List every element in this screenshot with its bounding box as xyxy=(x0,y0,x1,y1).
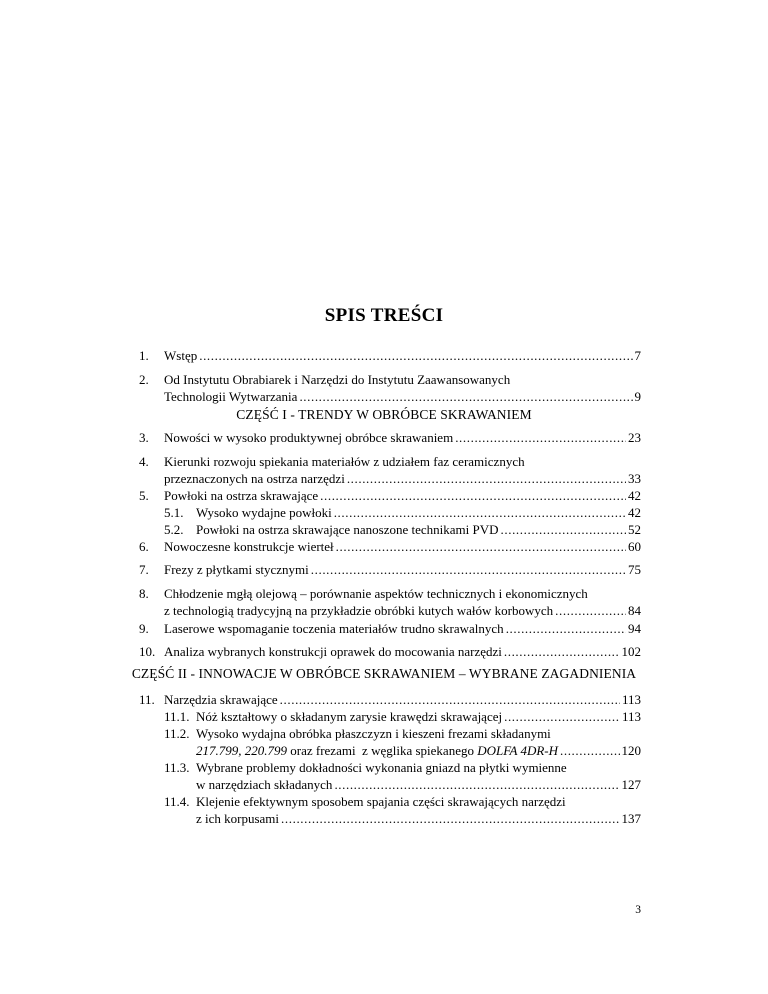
toc-page: 9 xyxy=(634,389,641,404)
leader-dots xyxy=(199,347,632,364)
leader-dots xyxy=(320,487,626,504)
toc-number: 11.2. xyxy=(164,726,190,741)
tool-name: DOLFA 4DR-H xyxy=(477,743,558,758)
toc-entry-5-2[interactable] xyxy=(164,521,641,538)
toc-entry-11-4[interactable] xyxy=(164,793,641,827)
toc-number: 1. xyxy=(139,348,149,363)
leader-dots xyxy=(555,602,626,619)
toc-title: Chłodzenie mgłą olejową – porównanie aspektów technicznych i ekonomicznych xyxy=(164,586,588,601)
toc-number: 10. xyxy=(139,644,156,659)
leader-dots xyxy=(506,620,626,637)
toc-title: Wstęp xyxy=(164,348,198,363)
section-heading-1: CZĘŚĆ I - TRENDY W OBRÓBCE SKRAWANIEM xyxy=(236,407,532,422)
toc-entry-11[interactable] xyxy=(139,691,641,708)
toc-entry-11-1[interactable] xyxy=(164,708,641,725)
toc-page: 60 xyxy=(628,539,641,554)
toc-title: Laserowe wspomaganie toczenia materiałów trudno skrawalnych xyxy=(164,621,504,636)
leader-dots xyxy=(334,504,626,521)
page-number: 3 xyxy=(635,904,641,916)
toc-title-cont: w narzędziach składanych xyxy=(196,777,333,792)
toc-number: 11.3. xyxy=(164,760,190,775)
leader-dots xyxy=(501,521,626,538)
leader-dots xyxy=(504,643,620,660)
toc-title: Wysoko wydajne powłoki xyxy=(196,505,332,520)
toc-title: Analiza wybranych konstrukcji oprawek do mocowania narzędzi xyxy=(164,644,502,659)
toc-entry-11-2[interactable] xyxy=(164,725,641,759)
toc-number: 9. xyxy=(139,621,149,636)
toc-title: Nóż kształtowy o składanym zarysie krawędzi skrawającej xyxy=(196,709,503,724)
tool-codes: 217.799, 220.799 xyxy=(196,743,287,758)
leader-dots xyxy=(560,742,620,759)
toc-title-cont: z technologią tradycyjną na przykładzie obróbki kutych wałów korbowych xyxy=(164,603,554,618)
leader-dots xyxy=(347,470,626,487)
toc-page: 94 xyxy=(628,621,641,636)
toc-number: 3. xyxy=(139,430,149,445)
toc-entry-5[interactable] xyxy=(139,487,641,504)
toc-title-cont: Technologii Wytwarzania xyxy=(164,389,298,404)
leader-dots xyxy=(311,561,626,578)
toc-number: 6. xyxy=(139,539,149,554)
page-title: SPIS TREŚCI xyxy=(324,305,444,326)
toc-title: Nowoczesne konstrukcje wierteł xyxy=(164,539,334,554)
toc-title-text: oraz frezami z węglika spiekanego xyxy=(287,743,478,758)
toc-title: Powłoki na ostrza skrawające xyxy=(164,488,319,503)
toc-page: 113 xyxy=(621,692,641,707)
toc-number: 11. xyxy=(139,692,155,707)
toc-page: 120 xyxy=(621,743,641,758)
toc-page: 84 xyxy=(628,603,641,618)
toc-title: Wybrane problemy dokładności wykonania gniazd na płytki wymienne xyxy=(196,760,567,775)
leader-dots xyxy=(504,708,620,725)
toc-title: Narzędzia skrawające xyxy=(164,692,278,707)
toc-number: 2. xyxy=(139,372,149,387)
toc-number: 4. xyxy=(139,454,149,469)
toc-entry-3[interactable] xyxy=(139,429,641,446)
toc-title: Kierunki rozwoju spiekania materiałów z udziałem faz ceramicznych xyxy=(164,454,525,469)
toc-title-cont xyxy=(196,742,558,759)
toc-entry-4[interactable] xyxy=(139,453,641,487)
toc-entry-6[interactable] xyxy=(139,538,641,555)
section-heading-2: CZĘŚĆ II - INNOWACJE W OBRÓBCE SKRAWANIEM – WYBRANE ZAGADNIENIA xyxy=(131,666,637,681)
toc-title: Od Instytutu Obrabiarek i Narzędzi do Instytutu Zaawansowanych xyxy=(164,372,511,387)
toc-page: 137 xyxy=(621,811,641,826)
toc-entry-9[interactable] xyxy=(139,620,641,637)
toc-page: 33 xyxy=(628,471,641,486)
toc-entry-2[interactable] xyxy=(139,371,641,405)
leader-dots xyxy=(281,810,619,827)
toc-page: 42 xyxy=(628,488,641,503)
toc-number: 5.1. xyxy=(164,505,184,520)
toc-page: 23 xyxy=(628,430,641,445)
toc-page: 113 xyxy=(621,709,641,724)
leader-dots xyxy=(334,776,619,793)
toc-page: 75 xyxy=(628,562,641,577)
leader-dots xyxy=(280,691,620,708)
toc-page: 42 xyxy=(628,505,641,520)
toc-page: 52 xyxy=(628,522,641,537)
toc-page: 127 xyxy=(621,777,641,792)
toc-entry-11-3[interactable] xyxy=(164,759,641,793)
toc-title-cont: z ich korpusami xyxy=(196,811,280,826)
toc-number: 7. xyxy=(139,562,149,577)
toc-number: 11.1. xyxy=(164,709,190,724)
toc-title: Klejenie efektywnym sposobem spajania części skrawających narzędzi xyxy=(196,794,566,809)
toc-entry-5-1[interactable] xyxy=(164,504,641,521)
toc-title: Nowości w wysoko produktywnej obróbce skrawaniem xyxy=(164,430,454,445)
toc-number: 8. xyxy=(139,586,149,601)
toc-title: Frezy z płytkami stycznymi xyxy=(164,562,309,577)
toc-number: 11.4. xyxy=(164,794,190,809)
toc-page: 102 xyxy=(621,644,641,659)
toc-entry-10[interactable] xyxy=(139,643,641,660)
toc-entry-1[interactable] xyxy=(139,347,641,364)
leader-dots xyxy=(336,538,626,555)
toc-title: Powłoki na ostrza skrawające nanoszone technikami PVD xyxy=(196,522,499,537)
toc-number: 5.2. xyxy=(164,522,184,537)
leader-dots xyxy=(299,388,632,405)
toc-number: 5. xyxy=(139,488,149,503)
toc-entry-8[interactable] xyxy=(139,585,641,619)
toc-entry-7[interactable] xyxy=(139,561,641,578)
toc-title: Wysoko wydajna obróbka płaszczyzn i kieszeni frezami składanymi xyxy=(196,726,551,741)
toc-page: 7 xyxy=(634,348,641,363)
leader-dots xyxy=(455,429,626,446)
toc-title-cont: przeznaczonych na ostrza narzędzi xyxy=(164,471,345,486)
